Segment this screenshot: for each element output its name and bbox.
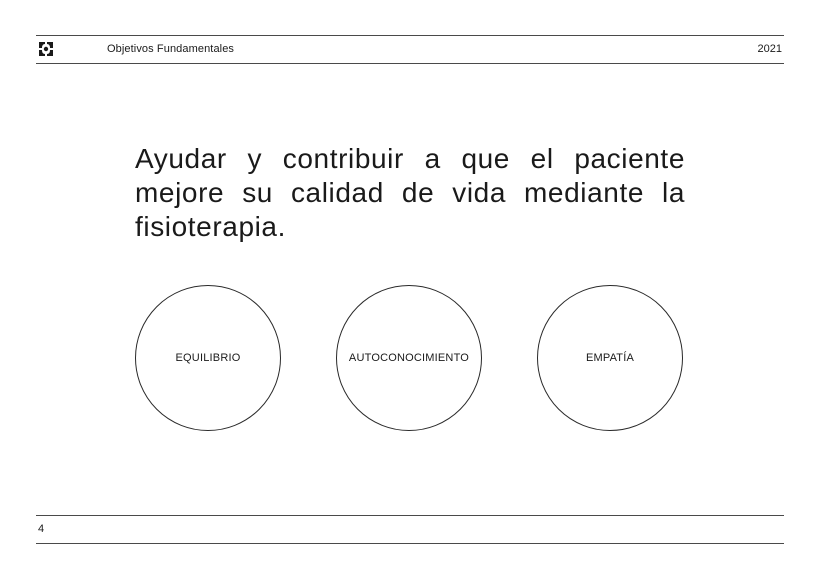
value-circle-autoconocimiento: [336, 285, 482, 431]
value-circle-equilibrio: [135, 285, 281, 431]
flower-logo-icon: [38, 41, 54, 57]
mission-statement: Ayudar y contribuir a que el paciente mejore su calidad de vida mediante la fisioterapia.: [135, 143, 685, 242]
value-label: AUTOCONOCIMIENTO: [348, 352, 470, 364]
footer-top-rule: [36, 515, 784, 516]
header-bottom-rule: [36, 63, 784, 64]
header-title: Objetivos Fundamentales: [107, 43, 235, 55]
value-label: EQUILIBRIO: [175, 352, 241, 364]
value-circle-empatia: [537, 285, 683, 431]
value-label: EMPATÍA: [585, 352, 635, 364]
page-number: 4: [38, 523, 45, 535]
footer-bottom-rule: [36, 543, 784, 544]
header-top-rule: [36, 35, 784, 36]
header-year: 2021: [757, 43, 782, 55]
